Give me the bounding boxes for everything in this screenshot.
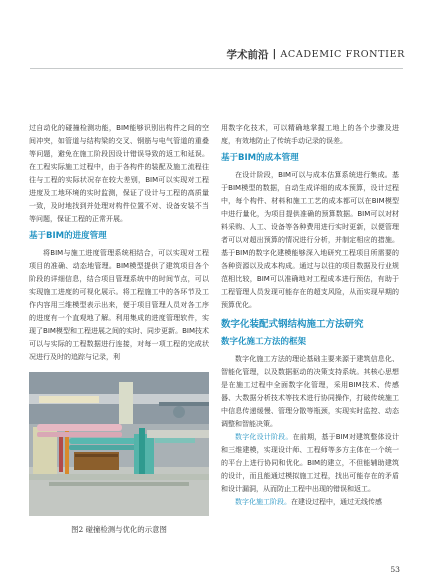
right-paragraph-5 <box>221 496 399 509</box>
right-paragraph-1: 用数字化技术，可以精确地掌握工地上的各个步骤及进度，有效地防止了传统手动记录的误差。 <box>221 124 399 145</box>
header-en: ACADEMIC FRONTIER <box>280 48 405 60</box>
right-paragraph-3: 数字化施工方法的理论基础主要来源于建筑信息化、智能化管理，以及数据驱动的决策支持系统。其核心思想是在施工过程中全面数字化管理，采用BIM技术、传感器、大数据分析技术等技术进行协同操作，打破传统施工中信息传递缓慢、管理分散等瓶颈，实现实时监控、动态调整和智能决策。 <box>221 355 399 428</box>
page-number: 53 <box>390 565 400 574</box>
construction-stage-lead: 数字化施工阶段。 <box>235 498 291 506</box>
figure-caption: 图2 碰撞检测与优化的示意图 <box>71 525 167 534</box>
design-stage-text: 在前期，基于BIM对建筑整体设计和三维建模，实现设计师、工程师等多方主体在一个统一的平台上进行协同和优化。BIM的建立，不但能辅助建筑的设计，而且能通过模拟施工过程，找出可能存在的矛盾和设计漏洞，从而防止工程中出现的错误和返工。 <box>221 433 400 493</box>
header-cn: 学术前沿 <box>226 48 269 61</box>
section-heading-schedule: 基于BIM的进度管理 <box>29 231 107 241</box>
section-heading-digital-steel: 数字化装配式钢结构施工方法研究 <box>221 319 364 330</box>
section-heading-framework: 数字化施工方法的框架 <box>221 337 307 347</box>
section-heading-cost: 基于BIM的成本管理 <box>221 153 299 163</box>
construction-stage-text: 在建设过程中，通过无线传感 <box>291 498 382 506</box>
design-stage-lead: 数字化设计阶段。 <box>235 433 293 441</box>
header-rule <box>30 68 403 69</box>
figure-illustration <box>29 372 209 516</box>
left-paragraph-1: 过自动化的碰撞检测功能，BIM能够识别出构件之间的空间冲突，如管道与结构梁的交叉、钢筋与电气管道的重叠等问题，避免在施工阶段因设计错误导致的返工和延误。在工程实际施工过程中，由于各构件的装配及施工流程往往与工程的实际状况存在较大差别，BIM可以实现对工程进度及工地环境的实时监测，保证了设计与工程的高质量一致，及时地找到并处理对构件位置不对、设备安装不当等问题，保证工程的正常开展。 <box>29 124 209 223</box>
left-paragraph-2: 将BIM与施工进度管理系统相结合，可以实现对工程项目的准确、动态地管理。BIM模型提供了建筑项目各个阶段的详细信息，结合项目管理系统中的时间节点，可以实现施工进度的可视化展示。将工程施工中的各环节及工作内容用三维模型表示出来，便于项目管理人员对各工序的进度有一个直观地了解。利用集成的进度管理软件，实现了BIM模型和工程进展之间的实时、同步更新。BIM技术可以与实际的工程数据进行连接，对每一项工程的完成状况进行及时的追踪与记录，利 <box>29 249 209 361</box>
right-paragraph-4 <box>221 431 399 496</box>
header-separator: | <box>272 48 277 60</box>
right-paragraph-2: 在设计阶段，BIM可以与成本估算系统进行集成。基于BIM模型的数据，自动生成详细的成本预算，设计过程中，每个构件、材料和施工工艺的成本都可以在BIM模型中进行量化，为项目提供准确的预算数据。BIM可以对材料采购、人工、设备等各种费用进行实时更新，以便管理者可以对超出预算的情况进行分析，并制定相应的措施。基于BIM的数字化建模能够深入地研究工程项目所需要的各种资源以及成本构成。通过与以往的项目数据及行业规范相比较，BIM可以准确地对工程成本进行预估，有助于工程管理人员发现可能存在的超支风险，从而实现早期的预算优化。 <box>221 171 399 309</box>
collision-detection-figure <box>29 372 209 516</box>
right-column <box>221 122 399 509</box>
left-column <box>29 122 209 364</box>
running-header <box>227 47 405 61</box>
